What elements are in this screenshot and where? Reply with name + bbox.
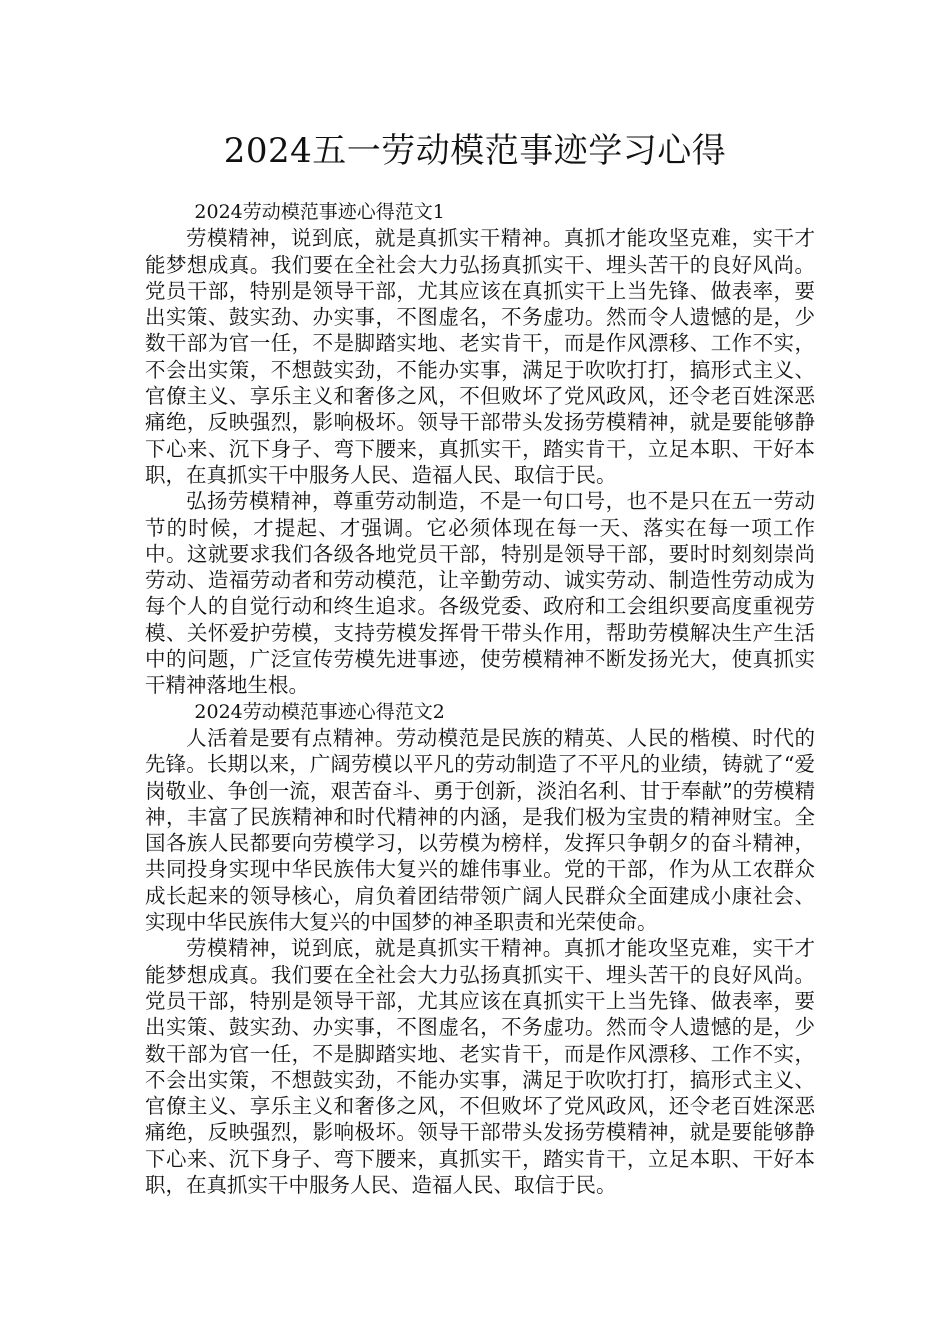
document-title: 2024五一劳动模范事迹学习心得 (223, 131, 727, 171)
document-body (145, 199, 815, 1198)
section-heading: 2024劳动模范事迹心得范文1 (194, 201, 445, 223)
section-heading: 2024劳动模范事迹心得范文2 (194, 700, 445, 723)
paragraph: 劳模精神，说到底，就是真抓实干精神。真抓才能攻坚克难，实干才能梦想成真。我们要在全社会大力弘扬真抓实干、埋头苦干的良好风尚。党员干部，特别是领导干部，尤其应该在真抓实干上当先锋、做表率，要出实策、鼓实劲、办实事，不图虚名，不务虚功。然而令人遗憾的是，少数干部为官一任，不是脚踏实地、老实肯干，而是作风漂移、工作不实，不会出实策，不想鼓实劲，不能办实事，满足于吹吹打打，搞形式主义、官僚主义、享乐主义和奢侈之风，不但败坏了党风政风，还令老百姓深恶痛绝，反映强烈，影响极坏。领导干部带头发扬劳模精神，就是要能够静下心来、沉下身子、弯下腰来，真抓实干，踏实肯干，立足本职、干好本职，在真抓实干中服务人民、造福人民、取信于民。 (145, 936, 815, 1197)
paragraph: 劳模精神，说到底，就是真抓实干精神。真抓才能攻坚克难，实干才能梦想成真。我们要在全社会大力弘扬真抓实干、埋头苦干的良好风尚。党员干部，特别是领导干部，尤其应该在真抓实干上当先锋、做表率，要出实策、鼓实劲、办实事，不图虚名，不务虚功。然而令人遗憾的是，少数干部为官一任，不是脚踏实地、老实肯干，而是作风漂移、工作不实，不会出实策，不想鼓实劲，不能办实事，满足于吹吹打打，搞形式主义、官僚主义、享乐主义和奢侈之风，不但败坏了党风政风，还令老百姓深恶痛绝，反映强烈，影响极坏。领导干部带头发扬劳模精神，就是要能够静下心来、沉下身子、弯下腰来，真抓实干，踏实肯干，立足本职、干好本职，在真抓实干中服务人民、造福人民、取信于民。 (145, 226, 815, 487)
paragraph: 弘扬劳模精神，尊重劳动制造，不是一句口号，也不是只在五一劳动节的时候，才提起、才强调。它必须体现在每一天、落实在每一项工作中。这就要求我们各级各地党员干部，特别是领导干部，要时时刻刻崇尚劳动、造福劳动者和劳动模范，让辛勤劳动、诚实劳动、制造性劳动成为每个人的自觉行动和终生追求。各级党委、政府和工会组织要高度重视劳模、关怀爱护劳模，支持劳模发挥骨干带头作用，帮助劳模解决生产生活中的问题，广泛宣传劳模先进事迹，使劳模精神不断发扬光大，使真抓实干精神落地生根。 (145, 489, 815, 698)
paragraph: 人活着是要有点精神。劳动模范是民族的精英、人民的楷模、时代的先锋。长期以来，广阔劳模以平凡的劳动制造了不平凡的业绩，铸就了“爱岗敬业、争创一流，艰苦奋斗、勇于创新，淡泊名利、甘于奉献”的劳模精神，丰富了民族精神和时代精神的内涵，是我们极为宝贵的精神财宝。全国各族人民都要向劳模学习，以劳模为榜样，发挥只争朝夕的奋斗精神，共同投身实现中华民族伟大复兴的雄伟事业。党的干部，作为从工农群众成长起来的领导核心，肩负着团结带领广阔人民群众全面建成小康社会、实现中华民族伟大复兴的中国梦的神圣职责和光荣使命。 (145, 725, 815, 935)
